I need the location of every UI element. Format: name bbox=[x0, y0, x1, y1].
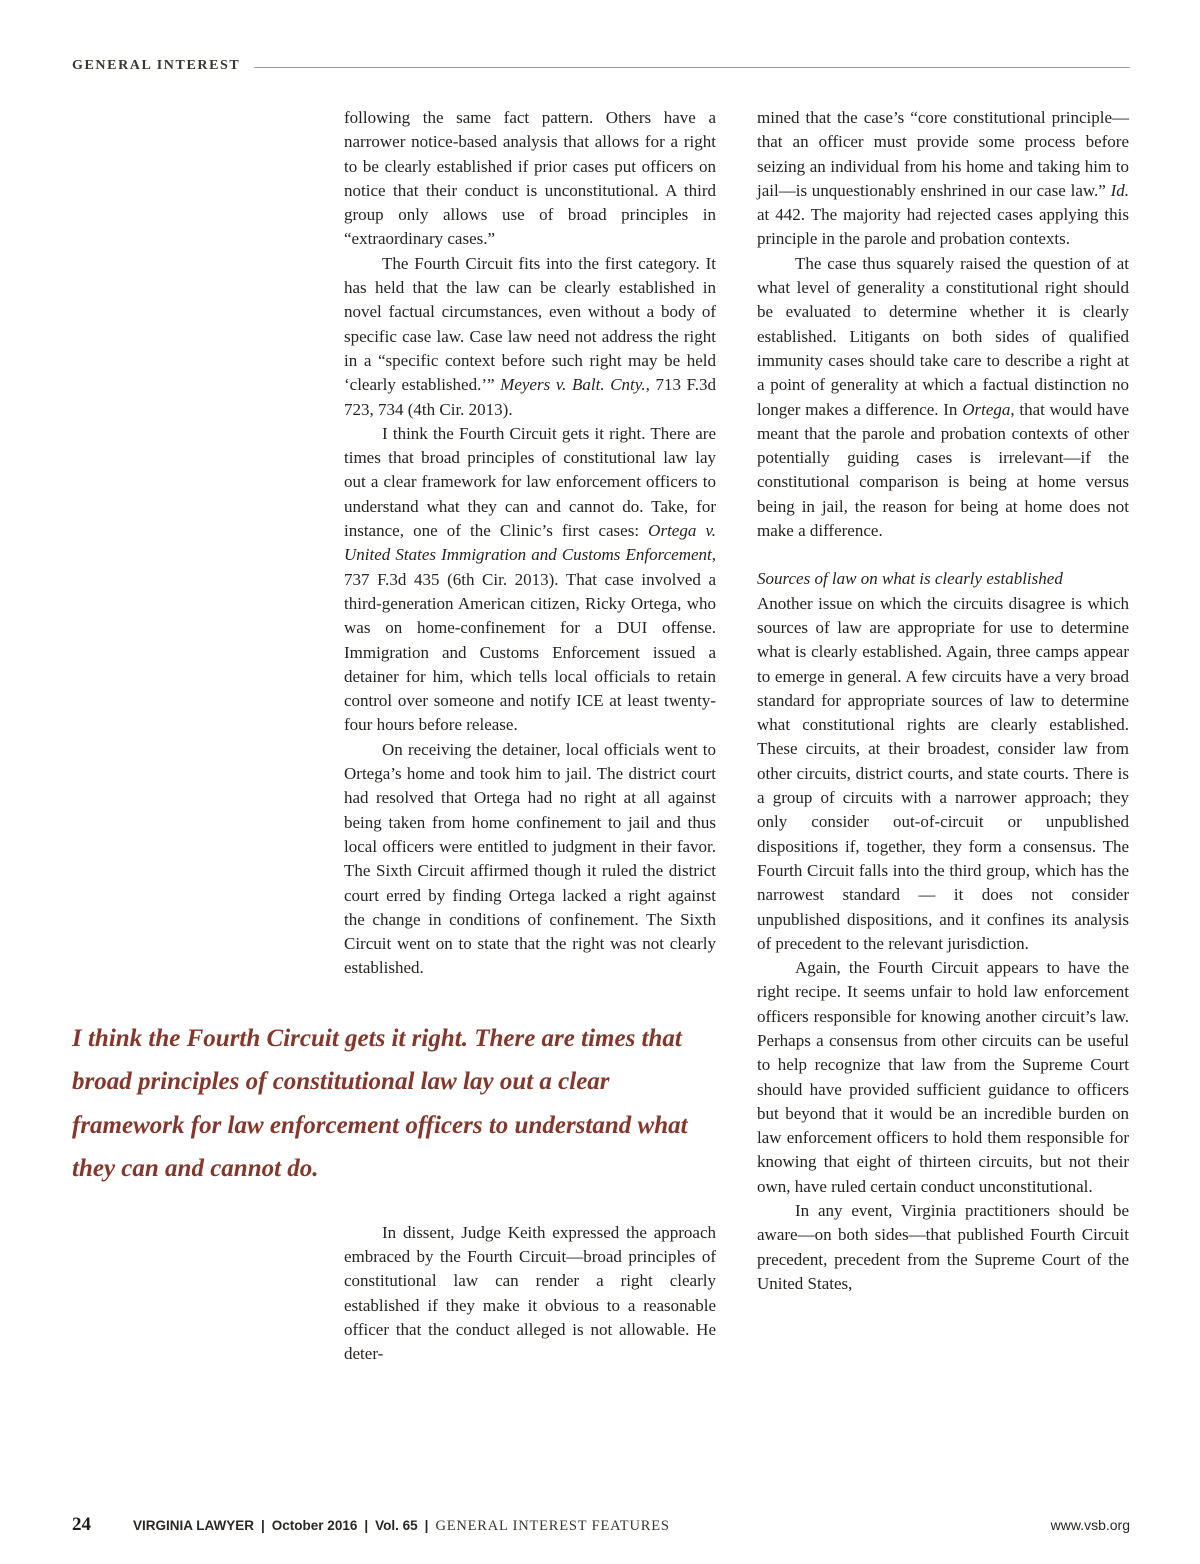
body-paragraph bbox=[757, 1199, 1129, 1296]
page-footer bbox=[72, 1514, 1130, 1536]
section-label: GENERAL INTEREST bbox=[72, 58, 241, 73]
left-column-top-text bbox=[344, 106, 716, 981]
body-paragraph bbox=[344, 252, 716, 422]
footer-separator: | bbox=[364, 1518, 369, 1533]
text-run: In any event, Virginia practitioners should be aware—on both sides—that published Fourth Circuit precedent, precedent from the Supreme Court of the United States, bbox=[757, 1201, 1129, 1293]
body-paragraph bbox=[757, 252, 1129, 544]
text-run: mined that the case’s “core constitutional principle—that an officer must provide some process before seizing an individual from his home and taking him to jail—is unquestionably enshrined in our case law.” bbox=[757, 108, 1129, 200]
text-run: at 442. The majority had rejected cases applying this principle in the parole and probation contexts. bbox=[757, 205, 1129, 249]
text-run: I think the Fourth Circuit gets it right. There are times that broad principles of constitutional law lay out a clear framework for law enforcement officers to understand what they can and cannot do. Take, for instance, one of the Clinic’s first cases: bbox=[344, 423, 716, 541]
page-number: 24 bbox=[72, 1514, 91, 1535]
footer-volume: Vol. 65 bbox=[375, 1518, 418, 1533]
body-paragraph bbox=[757, 956, 1129, 1199]
body-paragraph bbox=[344, 1221, 716, 1367]
footer-website: www.vsb.org bbox=[1050, 1517, 1130, 1533]
italic-text-run: Ortega v. United States Immigration and Customs Enforcement bbox=[344, 521, 716, 565]
section-header bbox=[72, 58, 1130, 74]
body-paragraph bbox=[344, 106, 716, 252]
body-paragraph bbox=[344, 422, 716, 738]
italic-text-run: Id. bbox=[1110, 180, 1129, 200]
footer-separator: | bbox=[261, 1518, 265, 1533]
footer-magazine-title: VIRGINIA LAWYER bbox=[133, 1518, 255, 1533]
pull-quote: I think the Fourth Circuit gets it right. There are times that broad principles of constitutional law lay out a clear framework for law enforcement officers to understand what they can and cannot do. bbox=[72, 1024, 688, 1183]
body-paragraph bbox=[757, 106, 1129, 252]
text-run: , 737 F.3d 435 (6th Cir. 2013). That case involved a third-generation American citizen, Ricky Ortega, who was on home-confinement for a DUI offense. Immigration and Customs Enforcement issued a detainer for him, which tells local officials to retain control over someone and notify ICE at least twenty-four hours before release. bbox=[344, 545, 716, 735]
text-run: Again, the Fourth Circuit appears to have the right recipe. It seems unfair to hold law enforcement officers responsible for knowing another circuit’s law. Perhaps a consensus from other circuits can be useful to help recognize that law from the Supreme Court should have provided sufficient guidance to officers but beyond that it would be an incredible burden on law enforcement officers to hold them responsible for knowing that eight of thirteen circuits, but not their own, have ruled certain conduct unconstitutional. bbox=[757, 958, 1129, 1196]
text-run: , that would have meant that the parole and probation contexts of other potentially guiding cases is irrelevant—if the constitutional comparison is being at home versus being in jail, the reason for being at home does not make a difference. bbox=[757, 399, 1129, 541]
text-run: In dissent, Judge Keith expressed the approach embraced by the Fourth Circuit—broad principles of constitutional law can render a right clearly established if they make it obvious to a reasonable officer that the conduct alleged is not allowable. He deter- bbox=[344, 1222, 716, 1364]
subheading bbox=[757, 567, 1129, 591]
text-run: following the same fact pattern. Others have a narrower notice-based analysis that allows for a right to be clearly established if prior cases put officers on notice that their conduct is unconstitutional. A third group only allows use of broad principles in “extraordinary cases.” bbox=[344, 108, 716, 249]
text-run: The case thus squarely raised the question of at what level of generality a constitutional right should be evaluated to determine whether it is clearly established. Litigants on both sides of qualified immunity cases should take care to describe a right at a point of generality at which a factual distinction no longer makes a difference. In bbox=[757, 253, 1129, 419]
footer-left bbox=[72, 1514, 670, 1536]
left-column bbox=[72, 106, 717, 1366]
text-run: The Fourth Circuit fits into the first category. It has held that the law can be clearly established in novel factual circumstances, even without a body of specific case law. Case law need not address the right in a “specific context before such right may be held ‘clearly established.’” bbox=[344, 253, 716, 395]
body-paragraph bbox=[757, 592, 1129, 956]
body-paragraph bbox=[344, 738, 716, 981]
footer-section-label: GENERAL INTEREST FEATURES bbox=[435, 1518, 670, 1534]
italic-text-run: Sources of law on what is clearly established bbox=[757, 569, 1063, 589]
header-rule bbox=[254, 67, 1130, 68]
italic-text-run: Meyers v. Balt. Cnty. bbox=[500, 375, 646, 395]
text-run: Another issue on which the circuits disagree is which sources of law are appropriate for use to determine what is clearly established. Again, three camps appear to emerge in general. A few circuits have a very broad standard for appropriate sources of law to determine what constitutional rights are clearly established. These circuits, at their broadest, consider law from other circuits, district courts, and state courts. There is a group of circuits with a narrower approach; they only consider out-of-circuit or unpublished dispositions if, together, they form a consensus. The Fourth Circuit falls into the third group, which has the narrowest standard — it does not consider unpublished dispositions, and it confines its analysis of precedent to the relevant jurisdiction. bbox=[757, 593, 1129, 953]
italic-text-run: Ortega bbox=[962, 399, 1011, 419]
left-column-bottom-text bbox=[344, 1221, 716, 1367]
text-run: On receiving the detainer, local officials went to Ortega’s home and took him to jail. The district court had resolved that Ortega had no right at all against being taken from home confinement to jail and thus local officers were entitled to judgment in their favor. The Sixth Circuit affirmed though it ruled the district court erred by finding Ortega lacked a right against the change in conditions of confinement. The Sixth Circuit went on to state that the right was not clearly established. bbox=[344, 739, 716, 978]
right-column bbox=[757, 106, 1129, 1296]
text-run: , 713 F.3d 723, 734 (4th Cir. 2013). bbox=[344, 375, 717, 419]
footer-separator: | bbox=[424, 1518, 429, 1533]
footer-issue-date: October 2016 bbox=[271, 1518, 358, 1533]
